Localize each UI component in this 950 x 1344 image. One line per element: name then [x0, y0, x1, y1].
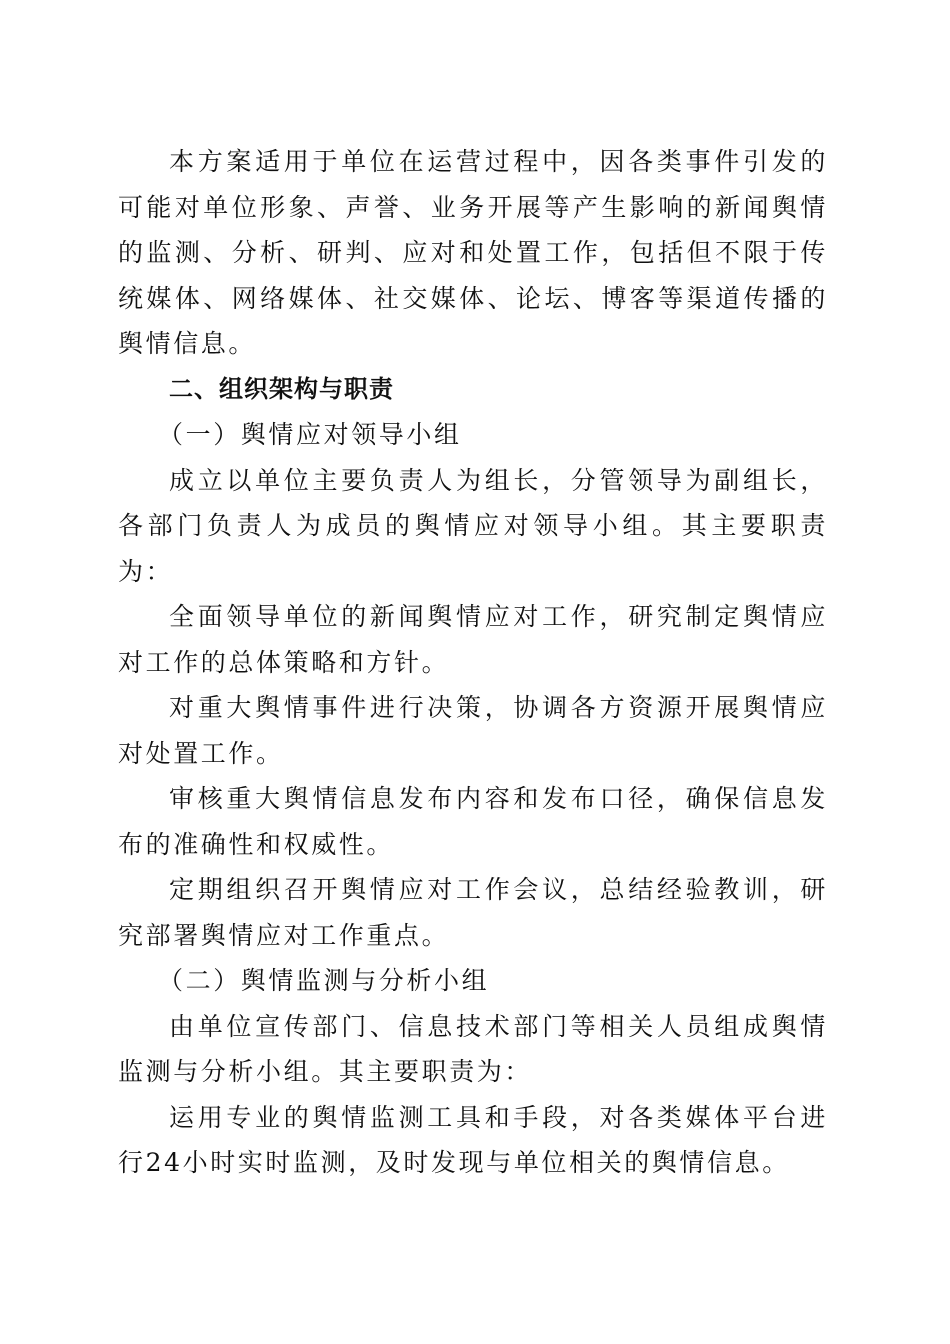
monitoring-group-paragraph: 由单位宣传部门、信息技术部门等相关人员组成舆情监测与分析小组。其主要职责为：: [118, 1011, 828, 1086]
subsection-heading-leadership-group: （一）舆情应对领导小组: [158, 420, 462, 449]
scope-paragraph: 本方案适用于单位在运营过程中，因各类事件引发的可能对单位形象、声誉、业务开展等产生影响的新闻舆情的监测、分析、研判、应对和处置工作，包括但不限于传统媒体、网络媒体、社交媒体、论坛、博客等渠道传播的舆情信息。: [118, 147, 828, 358]
subsection-heading-monitoring-group: （二）舆情监测与分析小组: [158, 966, 490, 995]
duty-paragraph-2: 对重大舆情事件进行决策，协调各方资源开展舆情应对处置工作。: [118, 693, 828, 768]
duty-paragraph-1: 全面领导单位的新闻舆情应对工作，研究制定舆情应对工作的总体策略和方针。: [118, 602, 828, 677]
leadership-group-paragraph: 成立以单位主要负责人为组长，分管领导为副组长，各部门负责人为成员的舆情应对领导小组。其主要职责为：: [118, 465, 828, 586]
monitoring-duty-paragraph: 运用专业的舆情监测工具和手段，对各类媒体平台进行24小时实时监测，及时发现与单位相关的舆情信息。: [118, 1102, 828, 1177]
duty-paragraph-3: 审核重大舆情信息发布内容和发布口径，确保信息发布的准确性和权威性。: [118, 784, 828, 859]
duty-paragraph-4: 定期组织召开舆情应对工作会议，总结经验教训，研究部署舆情应对工作重点。: [118, 875, 828, 950]
document-body: [118, 139, 828, 1186]
section-heading-organization: 二、组织架构与职责: [169, 374, 394, 403]
